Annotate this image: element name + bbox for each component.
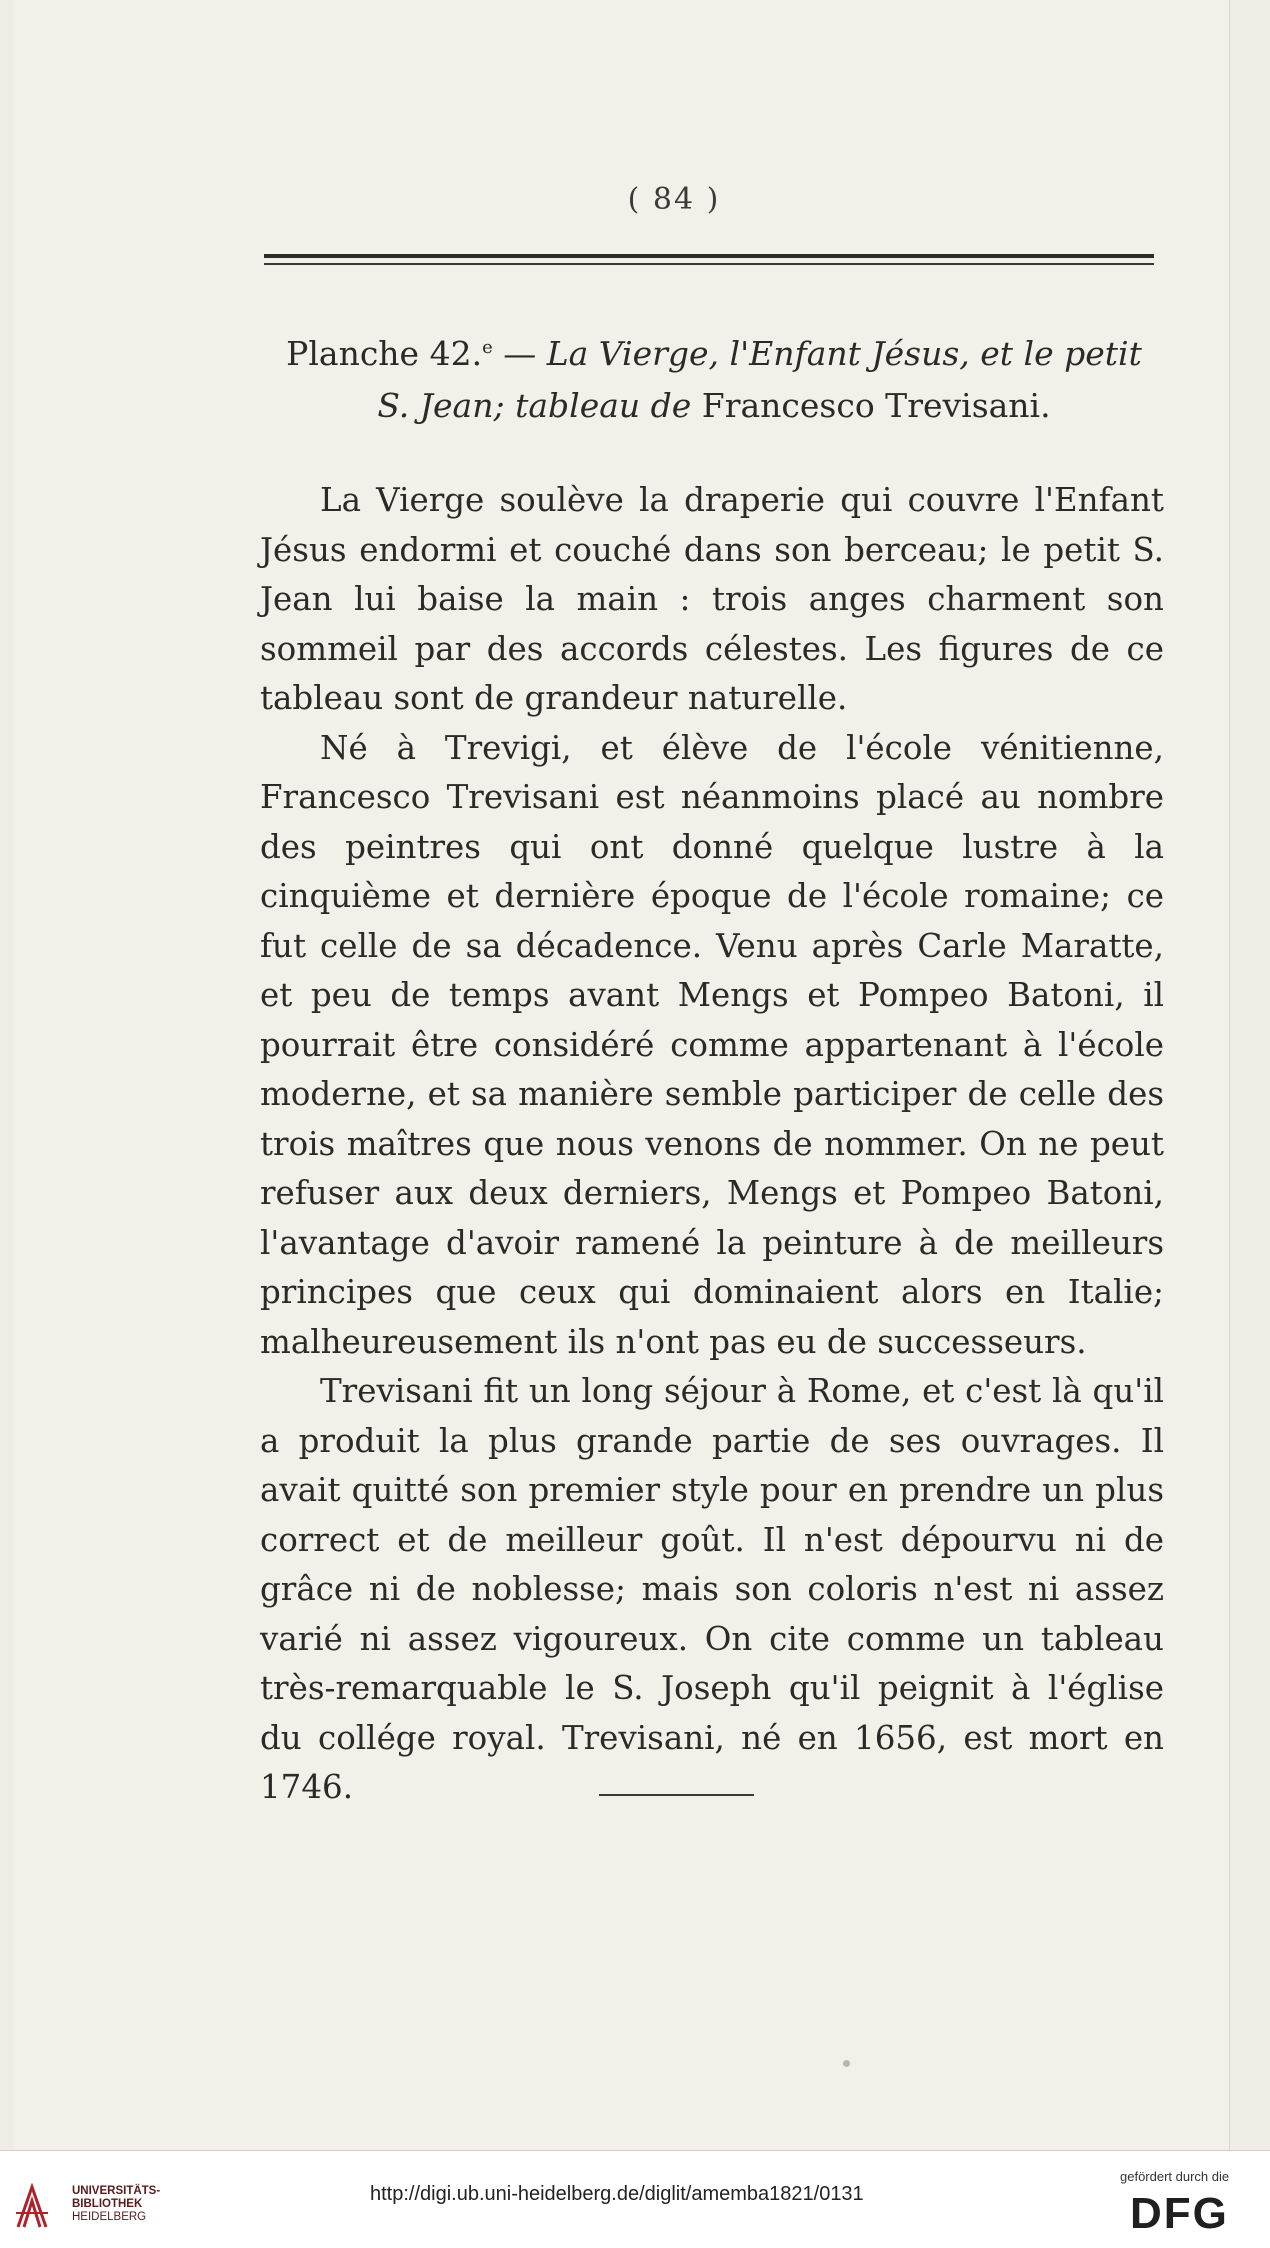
heading-line-1: [254, 322, 1174, 380]
book-page: [14, 0, 1230, 2150]
heading-title-2: S. Jean; tableau de: [377, 386, 702, 425]
heading-dash: —: [492, 334, 547, 373]
funded-by-label: gefördert durch die: [1120, 2169, 1230, 2184]
painter-name: Francesco Trevisani.: [701, 386, 1051, 425]
institution-name: [72, 2185, 160, 2224]
heading-title-1: La Vierge, l'Enfant Jésus, et le petit: [546, 334, 1142, 373]
institution-line-2: BIBLIOTHEK: [72, 2198, 143, 2210]
end-rule: [599, 1794, 754, 1796]
paragraph-1: La Vierge soulève la draperie qui couvre l'Enfant Jésus endormi et couché dans son berceau; le petit S. Jean lui baise la main : trois anges charment son sommeil par des accords célestes. Les figures de ce tableau sont de grandeur naturelle.: [260, 481, 1164, 717]
header-rule-thin: [264, 263, 1154, 265]
paragraph-2: Né à Trevigi, et élève de l'école vénitienne, Francesco Trevisani est néanmoins placé au nombre des peintres qui ont donné quelque lustre à la cinquième et dernière époque de l'école romaine; ce fut celle de sa décadence. Venu après Carle Maratte, et peu de temps avant Mengs et Pompeo Batoni, il pourrait être considéré comme appartenant à l'école moderne, et sa manière semble participer de celle des trois maîtres que nous venons de nommer. On ne peut refuser aux deux derniers, Mengs et Pompeo Batoni, l'avantage d'avoir ramené la peinture à de meilleurs principes que ceux qui dominaient alors en Italie; malheureusement ils n'ont pas eu de successeurs.: [260, 728, 1164, 1361]
plate-label: Planche 42.: [286, 334, 483, 373]
page-number: ( 84 ): [627, 182, 721, 217]
heading-line-2: [254, 380, 1174, 432]
dfg-logo: DFG: [1130, 2189, 1229, 2238]
header-rule-thick: [264, 254, 1154, 258]
university-logo-icon: [14, 2183, 50, 2231]
plate-heading: [254, 322, 1174, 432]
institution-line-1: UNIVERSITÄTS-: [72, 2185, 161, 2197]
permalink-url[interactable]: http://digi.ub.uni-heidelberg.de/diglit/amemba1821/0131: [370, 2183, 864, 2205]
viewer-footer: [0, 2150, 1270, 2248]
body-text: [260, 476, 1164, 1813]
plate-label-sup: e: [482, 337, 493, 358]
institution-line-3: HEIDELBERG: [72, 2211, 147, 2223]
paragraph-3: Trevisani fit un long séjour à Rome, et c'est là qu'il a produit la plus grande partie de ses ouvrages. Il avait quitté son premier style pour en prendre un plus correct et de meilleur goût. Il n'est dépourvu ni de grâce ni de noblesse; mais son coloris n'est ni assez varié ni assez vigoureux. On cite comme un tableau très-remarquable le S. Joseph qu'il peignit à l'église du collége royal. Trevisani, né en 1656, est mort en 1746.: [260, 1372, 1164, 1806]
page-spot: [843, 2060, 850, 2067]
